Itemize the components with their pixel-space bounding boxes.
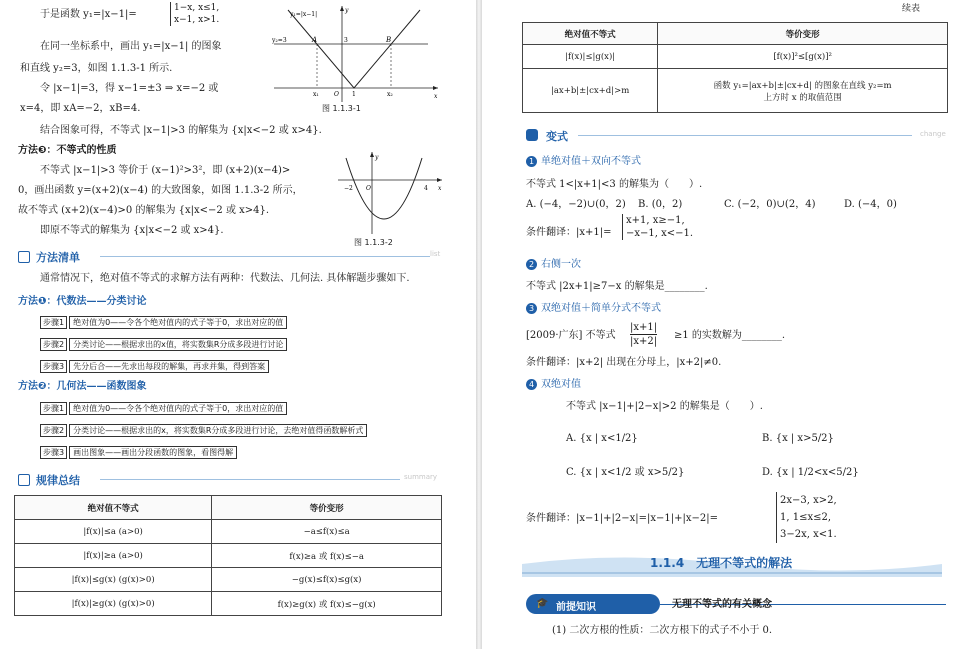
q4-title: 4 双绝对值	[526, 378, 581, 391]
last-line: (1) 二次方根的性质：二次方根下的式子不小于 0.	[552, 625, 773, 636]
intro-line-6: 结合图象可得，不等式 |x−1|>3 的解集为 {x|x<−2 或 x>4}.	[40, 125, 322, 136]
brace-line: x+1, x≥−1,	[626, 215, 685, 226]
step-label: 步骤2	[40, 424, 67, 437]
table-cell: [f(x)]²≤[g(x)]²	[658, 45, 948, 69]
table-cell: |f(x)|≤g(x) (g(x)>0)	[15, 568, 212, 592]
step-text: 分类讨论——根据求出的x值，将实数集R分成多段进行讨论	[69, 338, 287, 351]
table-cell: f(x)≥g(x) 或 f(x)≤−g(x)	[212, 592, 442, 616]
fraction-numerator: |x+1|	[630, 322, 658, 333]
q1-text: 不等式 1<|x+1|<3 的解集为（ ）.	[526, 179, 703, 190]
figure-caption-2: 图 1.1.3-2	[354, 238, 393, 247]
method-2-step-1	[40, 402, 287, 415]
table-header: 绝对值不等式	[15, 496, 212, 520]
graduation-cap-icon: 🎓	[536, 598, 549, 609]
intro-line-4: 令 |x−1|=3，得 x−1=±3 ⇒ x=−2 或	[40, 83, 219, 94]
step-text: 分类讨论——根据求出的x，将实数集R分成多段进行讨论，去绝对值得函数解析式	[69, 424, 367, 437]
fig1-function-label: y₁=|x−1|	[290, 11, 318, 18]
q1-brace	[622, 214, 693, 240]
intro-line-3: 和直线 y₂=3，如图 1.1.3-1 所示.	[20, 63, 173, 74]
variant-title: 变式	[546, 130, 568, 143]
step-label: 步骤3	[40, 446, 67, 459]
continued-table	[522, 22, 948, 113]
four-label: 4	[424, 185, 428, 192]
section-summary-title: 规律总结	[36, 474, 80, 487]
table-header: 等价变形	[658, 23, 948, 45]
method-2-step-2	[40, 424, 367, 437]
method-3-line-2: 0，画出函数 y=(x+2)(x−4) 的大致图象，如图 1.1.3-2 所示，	[18, 185, 303, 196]
method-3-line-4: 即原不等式的解集为 {x|x<−2 或 x>4}.	[40, 225, 224, 236]
section-divider	[578, 135, 912, 136]
q-number-badge: 2	[526, 259, 537, 270]
q2-title: 2 右侧一次	[526, 258, 581, 271]
method-2-step-3	[40, 446, 237, 459]
y-axis-arrow	[340, 6, 344, 11]
method-2-title: 方法❷：几何法——函数图象	[18, 381, 147, 392]
parabola-curve	[346, 158, 422, 219]
table-cell: |f(x)|≥a (a>0)	[15, 544, 212, 568]
q1-option-d: D. (−4，0)	[844, 199, 897, 210]
table-cell: f(x)≥a 或 f(x)≤−a	[212, 544, 442, 568]
point-a-label: A	[312, 36, 318, 44]
q4-option-b: B. {x | x>5/2}	[762, 433, 834, 444]
method-1-step-2	[40, 338, 287, 351]
method-1-title: 方法❶：代数法——分类讨论	[18, 296, 147, 307]
method-3-title: 方法❸：不等式的性质	[18, 145, 117, 156]
table-cell: |f(x)|≤a (a>0)	[15, 520, 212, 544]
figure-caption-1: 图 1.1.3-1	[322, 104, 361, 113]
section-divider	[100, 256, 430, 257]
prerequisite-pill	[526, 594, 660, 614]
abs-function-curve	[288, 10, 420, 88]
q1-translation: 条件翻译：|x+1|=	[526, 227, 612, 238]
table-cell: −a≤f(x)≤a	[212, 520, 442, 544]
method-3-line-1: 不等式 |x−1|>3 等价于 (x−1)²>3²，即 (x+2)(x−4)>	[40, 165, 291, 176]
origin-label: O	[366, 185, 371, 192]
step-text: 绝对值为0——令各个绝对值内的式子等于0，求出对应的值	[69, 316, 287, 329]
section-ghost-label: change	[920, 130, 946, 138]
q4-option-c: C. {x | x<1/2 或 x>5/2}	[566, 467, 685, 478]
right-page	[482, 0, 958, 649]
table-cell: |f(x)|≥g(x) (g(x)>0)	[15, 592, 212, 616]
table-cell	[658, 69, 948, 113]
brace-line: x−1, x>1.	[174, 15, 220, 25]
minus-two-label: −2	[344, 185, 353, 192]
x-label: x	[434, 93, 438, 100]
fig1-line-label: y₂=3	[272, 37, 287, 44]
q1-option-b: B. (0，2)	[638, 199, 683, 210]
section-ghost-label: list	[430, 250, 441, 258]
q4-translation: 条件翻译：|x−1|+|2−x|=|x−1|+|x−2|=	[526, 513, 718, 524]
q4-brace	[776, 492, 837, 543]
brace-line: 1, 1≤x≤2,	[780, 512, 832, 523]
step-label: 步骤3	[40, 360, 67, 373]
q3-title: 3 双绝对值＋简单分式不等式	[526, 302, 661, 315]
xa-label: x₁	[313, 91, 319, 98]
step-label: 步骤1	[40, 316, 67, 329]
summary-icon	[18, 474, 30, 486]
piecewise-brace-1	[170, 2, 219, 26]
q-number-badge: 1	[526, 156, 537, 167]
table-header: 绝对值不等式	[523, 23, 658, 45]
step-label: 步骤1	[40, 402, 67, 415]
x-axis-arrow	[433, 86, 438, 90]
left-page	[0, 0, 476, 649]
table-header: 等价变形	[212, 496, 442, 520]
section-banner-title: 1.1.4 无理不等式的解法	[650, 556, 793, 570]
step-text: 先分后合——先求出每段的解集，再求并集，得到答案	[69, 360, 269, 373]
q3-translation: 条件翻译：|x+2| 出现在分母上，|x+2|≠0.	[526, 357, 722, 368]
table-cell: −g(x)≤f(x)≤g(x)	[212, 568, 442, 592]
prerequisite-label: 前提知识	[556, 602, 596, 613]
y-axis-arrow	[370, 152, 374, 157]
q3-fraction	[630, 321, 657, 348]
section-ghost-label: summary	[404, 473, 438, 481]
q4-option-d: D. {x | 1/2<x<5/2}	[762, 467, 859, 478]
figure-parabola	[334, 150, 446, 238]
variant-icon	[526, 129, 538, 141]
y-label: y	[375, 154, 379, 161]
q1-option-a: A. (−4，−2)∪(0，2)	[526, 199, 626, 210]
xb-label: x₂	[387, 91, 393, 98]
q-number-badge: 4	[526, 379, 537, 390]
method-list-intro: 通常情况下，绝对值不等式的求解方法有两种：代数法、几何法. 具体解题步骤如下.	[40, 273, 410, 284]
brace-line: 2x−3, x>2,	[780, 495, 837, 506]
cell-line: 上方时 x 的取值范围	[763, 92, 842, 103]
brace-line: −x−1, x<−1.	[626, 228, 694, 239]
intro-line-5: x=4，即 xA=−2，xB=4.	[20, 103, 141, 114]
y-label: y	[345, 7, 349, 14]
step-label: 步骤2	[40, 338, 67, 351]
table-cell: |ax+b|±|cx+d|>m	[523, 69, 658, 113]
q4-option-a: A. {x | x<1/2}	[566, 433, 638, 444]
method-3-line-3: 故不等式 (x+2)(x−4)>0 的解集为 {x|x<−2 或 x>4}.	[18, 205, 270, 216]
method-1-step-3	[40, 360, 269, 373]
x-label: x	[438, 185, 442, 192]
section-divider	[100, 479, 400, 480]
step-text: 绝对值为0——令各个绝对值内的式子等于0，求出对应的值	[69, 402, 287, 415]
fraction-denominator: |x+2|	[630, 336, 658, 347]
intro-line-1: 于是函数 y₁=|x−1|=	[40, 9, 137, 20]
figure-abs-graph	[268, 2, 444, 108]
method-1-step-1	[40, 316, 287, 329]
one-label: 1	[352, 91, 356, 98]
q1-option-c: C. (−2，0)∪(2，4)	[724, 199, 816, 210]
q-number-badge: 3	[526, 303, 537, 314]
table-cell: |f(x)|≤|g(x)|	[523, 45, 658, 69]
list-icon	[18, 251, 30, 263]
q3-suffix: ≥1 的实数解为________.	[674, 330, 786, 341]
brace-line: 3−2x, x<1.	[780, 529, 837, 540]
summary-table	[14, 495, 442, 616]
prerequisite-title: 无理不等式的有关概念	[672, 599, 772, 610]
q2-text: 不等式 |2x+1|≥7−x 的解集是________.	[526, 281, 708, 292]
q3-prefix: [2009·广东] 不等式	[526, 330, 616, 341]
q1-title: 1 单绝对值＋双向不等式	[526, 155, 641, 168]
section-method-list-title: 方法清单	[36, 251, 80, 264]
cell-line: 函数 y₁=|ax+b|±|cx+d| 的图象在直线 y₂=m	[713, 80, 892, 91]
x-axis-arrow	[437, 178, 442, 182]
y-three-label: 3	[344, 37, 348, 44]
q4-text: 不等式 |x−1|+|2−x|>2 的解集是（ ）.	[566, 401, 763, 412]
intro-line-2: 在同一坐标系中，画出 y₁=|x−1| 的图象	[40, 41, 222, 52]
continued-label: 续表	[902, 4, 921, 14]
origin-label: O	[334, 91, 339, 98]
step-text: 画出图象——画出分段函数的图象，看图得解	[69, 446, 237, 459]
brace-line: 1−x, x≤1,	[174, 3, 220, 13]
point-b-label: B	[386, 36, 392, 44]
